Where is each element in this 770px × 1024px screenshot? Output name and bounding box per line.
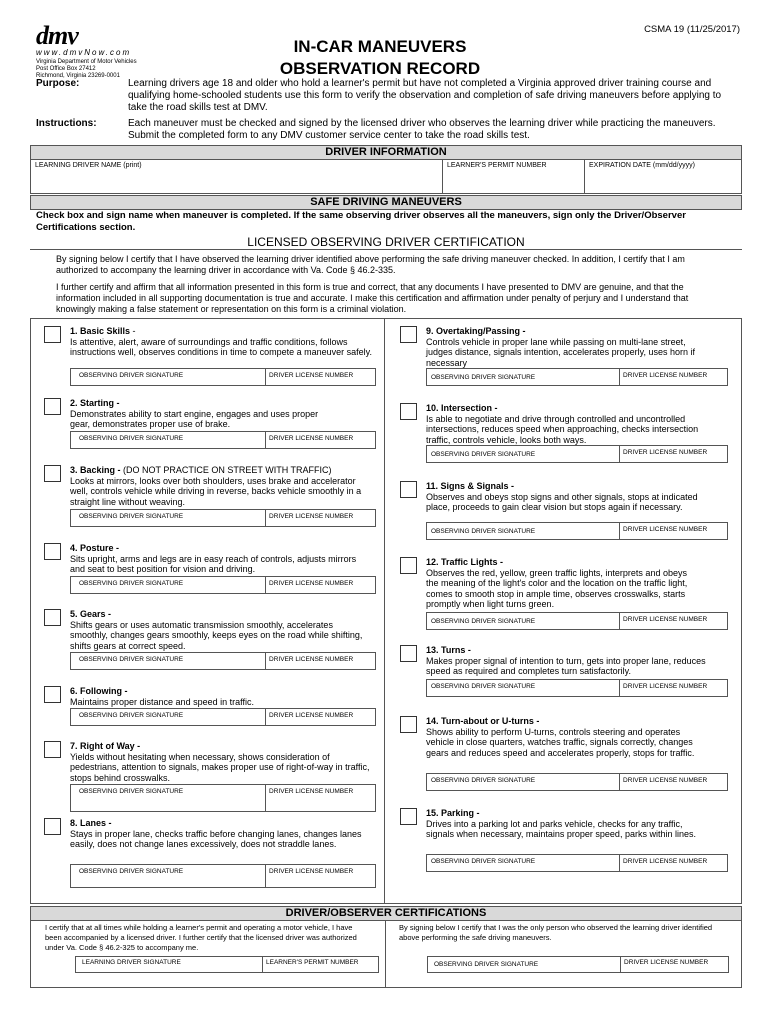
- maneuver-checkbox[interactable]: [400, 481, 417, 498]
- title-line-2: OBSERVATION RECORD: [279, 59, 481, 78]
- license-number-label: DRIVER LICENSE NUMBER: [265, 785, 353, 811]
- license-number-label: DRIVER LICENSE NUMBER: [265, 865, 353, 887]
- observer-signature-label: OBSERVING DRIVER SIGNATURE: [79, 513, 184, 520]
- maneuver-note: (DO NOT PRACTICE ON STREET WITH TRAFFIC): [120, 465, 332, 475]
- address-line-2: Richmond, Virginia 23269-0001: [36, 73, 120, 79]
- signature-row[interactable]: [70, 576, 376, 594]
- dmv-logo: [36, 21, 196, 80]
- maneuver-signs-signals: [426, 481, 728, 535]
- license-number-label: DRIVER LICENSE NUMBER: [619, 855, 707, 871]
- maneuver-description: Sits upright, arms and legs are in easy reach of controls, adjusts mirrors and seat to best position for vision and driving.: [70, 553, 357, 574]
- purpose-label: Purpose:: [36, 78, 80, 89]
- maneuver-turn-about-u-turns: [426, 716, 728, 784]
- certification-paragraph-1: By signing below I certify that I have observed the learning driver identified above performing the safe driving maneuver checked. In addition, I certify that I am authorized to accompany the learning driver in accordance with Va. Code § 46.2-335.: [56, 254, 685, 275]
- observer-signature-label: OBSERVING DRIVER SIGNATURE: [434, 961, 539, 968]
- maneuver-title: 4. Posture -: [70, 543, 120, 553]
- signature-row[interactable]: [70, 509, 376, 527]
- license-number-label: DRIVER LICENSE NUMBER: [265, 369, 353, 385]
- signature-row[interactable]: [70, 431, 376, 449]
- license-number-label: DRIVER LICENSE NUMBER: [619, 523, 707, 539]
- signature-row[interactable]: [426, 773, 728, 791]
- permit-number-field[interactable]: [443, 160, 585, 193]
- maneuver-title: 5. Gears -: [70, 609, 112, 619]
- maneuver-checkbox[interactable]: [44, 741, 61, 758]
- footer-divider: [385, 920, 386, 987]
- maneuver-title: 11. Signs & Signals -: [426, 481, 515, 491]
- observer-certification: By signing below I certify that I was the only person who observed the learning driver identified above performing the safe driving maneuvers.: [399, 923, 713, 942]
- learning-driver-signature-row[interactable]: [75, 956, 379, 973]
- observer-signature-label: OBSERVING DRIVER SIGNATURE: [431, 374, 536, 381]
- form-code: CSMA 19 (11/25/2017): [644, 24, 740, 35]
- maneuver-description: Makes proper signal of intention to turn, gets into proper lane, reduces speed as required and completes turn satisfactorily.: [426, 655, 706, 676]
- signature-row[interactable]: [70, 784, 376, 812]
- maneuver-following: [70, 686, 376, 719]
- observer-signature-label: OBSERVING DRIVER SIGNATURE: [431, 858, 536, 865]
- maneuver-backing: [70, 465, 376, 520]
- logo-url: www.dmvNow.com: [36, 48, 132, 57]
- maneuver-description: Maintains proper distance and speed in traffic.: [70, 696, 254, 707]
- license-number-label: DRIVER LICENSE NUMBER: [265, 653, 353, 669]
- license-number-label: DRIVER LICENSE NUMBER: [265, 510, 353, 526]
- certification-heading: LICENSED OBSERVING DRIVER CERTIFICATION: [30, 235, 742, 250]
- maneuver-title: 8. Lanes -: [70, 818, 112, 828]
- license-number-label: DRIVER LICENSE NUMBER: [619, 613, 707, 629]
- learning-driver-name-field[interactable]: [31, 160, 443, 193]
- maneuver-instruction: Check box and sign name when maneuver is completed. If the same observing driver observes all the maneuvers, sign only the Driver/Observer Certifications section.: [36, 210, 686, 233]
- license-number-label: DRIVER LICENSE NUMBER: [619, 774, 707, 790]
- expiration-date-field[interactable]: [585, 160, 741, 193]
- maneuver-title: 7. Right of Way -: [70, 741, 141, 751]
- signature-row[interactable]: [70, 652, 376, 670]
- license-number-label: DRIVER LICENSE NUMBER: [265, 577, 353, 593]
- observer-signature-label: OBSERVING DRIVER SIGNATURE: [79, 580, 184, 587]
- maneuver-title: 2. Starting -: [70, 398, 120, 408]
- title-line-1: IN-CAR MANEUVERS: [293, 37, 467, 56]
- signature-row[interactable]: [70, 368, 376, 386]
- maneuver-traffic-lights: [426, 557, 728, 625]
- logo-mark: dmv: [36, 21, 78, 50]
- license-number-label: DRIVER LICENSE NUMBER: [619, 369, 707, 385]
- observer-signature-label: OBSERVING DRIVER SIGNATURE: [431, 777, 536, 784]
- maneuver-description: Shows ability to perform U-turns, controls steering and operates vehicle in close quarters, watches traffic, signals correctly, changes gears and reduces speed and accelerates properly, stops for traffic.: [426, 726, 695, 758]
- purpose-text: Learning drivers age 18 and older who hold a learner's permit but have not completed a Virginia approved driver training course and qualifying home-schooled students use this form to verify the observation and completion of safe driving maneuvers before applying to take the road skills test at DMV.: [128, 78, 722, 113]
- maneuver-checkbox[interactable]: [44, 818, 61, 835]
- page-title: [270, 36, 490, 80]
- certification-paragraph-2: I further certify and affirm that all information presented in this form is true and correct, that any documents I have presented to DMV are genuine, and that the information included in all supporting documentation is true and accurate. I make this certification and affirmation under penalty of perjury and I understand that knowingly making a false statement or representation on this form is a criminal violation.: [56, 282, 689, 314]
- purpose-section: [36, 78, 740, 114]
- maneuver-posture: [70, 543, 376, 587]
- maneuver-title: 6. Following -: [70, 686, 128, 696]
- safe-driving-heading: SAFE DRIVING MANEUVERS: [30, 195, 742, 210]
- maneuver-description: Stays in proper lane, checks traffic before changing lanes, changes lanes easily, does not change lanes excessively, does not straddle lanes.: [70, 828, 362, 849]
- maneuver-overtaking-passing: [426, 326, 728, 381]
- maneuver-checkbox[interactable]: [44, 465, 61, 482]
- maneuver-checkbox[interactable]: [400, 326, 417, 343]
- signature-row[interactable]: [426, 522, 728, 540]
- driver-info-heading: DRIVER INFORMATION: [30, 145, 742, 160]
- maneuver-checkbox[interactable]: [44, 609, 61, 626]
- maneuver-checkbox[interactable]: [400, 808, 417, 825]
- observer-signature-label: OBSERVING DRIVER SIGNATURE: [431, 618, 536, 625]
- expiration-label: EXPIRATION DATE (mm/dd/yyyy): [589, 162, 695, 169]
- signature-row[interactable]: [426, 854, 728, 872]
- maneuver-checkbox[interactable]: [400, 403, 417, 420]
- maneuver-lanes: [70, 818, 376, 875]
- maneuver-description: Controls vehicle in proper lane while passing on multi-lane street, judges distance, signals intention, accelerates properly, uses horn if necessary: [426, 336, 695, 368]
- observer-signature-label: OBSERVING DRIVER SIGNATURE: [431, 683, 536, 690]
- maneuver-description: Observes and obeys stop signs and other signals, stops at indicated place, proceeds to gain clear vision but stops again if necessary.: [426, 491, 698, 512]
- maneuver-checkbox[interactable]: [44, 326, 61, 343]
- learners-permit-number-label: LEARNER'S PERMIT NUMBER: [262, 957, 359, 972]
- observer-signature-label: OBSERVING DRIVER SIGNATURE: [79, 788, 184, 795]
- maneuver-title: 1. Basic Skills: [70, 326, 131, 336]
- maneuver-description: Looks at mirrors, looks over both shoulders, uses brake and accelerator well, controls vehicle while driving in reverse, backs vehicle smoothly in a straight line without weaving.: [70, 475, 362, 507]
- observer-signature-label: OBSERVING DRIVER SIGNATURE: [79, 435, 184, 442]
- maneuver-description: Is attentive, alert, aware of surroundings and traffic conditions, follows instructions well, observes conditions in time to compete a maneuver safely.: [70, 336, 372, 357]
- maneuver-checkbox[interactable]: [44, 398, 61, 415]
- maneuver-intersection: [426, 403, 728, 458]
- observer-signature-row[interactable]: [427, 956, 729, 973]
- observer-signature-label: OBSERVING DRIVER SIGNATURE: [79, 712, 184, 719]
- signature-row[interactable]: [426, 612, 728, 630]
- maneuver-description: Observes the red, yellow, green traffic lights, interprets and obeys the meaning of the light's color and the location on the traffic light, comes to smooth stop in ample time, observes crosswalks, starts promptly when light turns green.: [426, 567, 688, 609]
- grid-divider: [384, 318, 385, 904]
- maneuver-checkbox[interactable]: [44, 686, 61, 703]
- signature-row[interactable]: [426, 679, 728, 697]
- license-number-label: DRIVER LICENSE NUMBER: [619, 446, 707, 462]
- maneuver-turns: [426, 645, 728, 690]
- certifications-heading: DRIVER/OBSERVER CERTIFICATIONS: [30, 906, 742, 921]
- agency-name: Virginia Department of Motor Vehicles: [36, 59, 137, 65]
- instructions-section: [36, 118, 740, 144]
- maneuver-checkbox[interactable]: [400, 716, 417, 733]
- certifications-box: [30, 920, 742, 988]
- address-line-1: Post Office Box 27412: [36, 66, 96, 72]
- instructions-label: Instructions:: [36, 118, 97, 129]
- observer-signature-label: OBSERVING DRIVER SIGNATURE: [79, 372, 184, 379]
- maneuver-description: Drives into a parking lot and parks vehicle, checks for any traffic, signals when necessary, maintains proper speed, parks within lines.: [426, 818, 696, 839]
- maneuver-note: -: [130, 326, 136, 336]
- maneuver-checkbox[interactable]: [44, 543, 61, 560]
- maneuver-description: Shifts gears or uses automatic transmission smoothly, accelerates smoothly, changes gears smoothly, keeps eyes on the road while shifting, shifts gears at correct speed.: [70, 619, 363, 651]
- maneuver-checkbox[interactable]: [400, 645, 417, 662]
- maneuver-parking: [426, 808, 728, 865]
- maneuver-title: 13. Turns -: [426, 645, 471, 655]
- license-number-label: DRIVER LICENSE NUMBER: [265, 709, 353, 725]
- observer-signature-label: OBSERVING DRIVER SIGNATURE: [431, 528, 536, 535]
- maneuver-description: Is able to negotiate and drive through controlled and uncontrolled intersections, reduces speed when approaching, checks intersection traffic, controls vehicle, looks both ways.: [426, 413, 699, 445]
- maneuver-title: 9. Overtaking/Passing -: [426, 326, 526, 336]
- signature-row[interactable]: [70, 864, 376, 888]
- maneuver-title: 3. Backing -: [70, 465, 121, 475]
- learning-driver-certification: I certify that at all times while holding a learner's permit and operating a motor vehicle, I have been accompanied by a licensed driver. I further certify that the licensed driver was authorized under Va. Code § 46.2-325 to accompany me.: [45, 923, 357, 952]
- name-label: LEARNING DRIVER NAME (print): [35, 162, 142, 169]
- signature-row[interactable]: [426, 368, 728, 386]
- maneuver-title: 14. Turn-about or U-turns -: [426, 716, 540, 726]
- maneuver-right-of-way: [70, 741, 376, 795]
- observer-signature-label: OBSERVING DRIVER SIGNATURE: [431, 451, 536, 458]
- signature-row[interactable]: [70, 708, 376, 726]
- maneuver-description: Demonstrates ability to start engine, engages and uses proper gear, demonstrates proper use of brake.: [70, 408, 319, 429]
- instructions-text: Each maneuver must be checked and signed by the licensed driver who observes the learning driver while practicing the maneuvers. Submit the completed form to any DMV customer service center to take the road skills test.: [128, 118, 716, 141]
- maneuver-title: 10. Intersection -: [426, 403, 498, 413]
- license-number-label: DRIVER LICENSE NUMBER: [619, 680, 707, 696]
- license-number-label: DRIVER LICENSE NUMBER: [265, 432, 353, 448]
- maneuver-gears: [70, 609, 376, 663]
- driver-info-fields: [30, 160, 742, 194]
- signature-row[interactable]: [426, 445, 728, 463]
- maneuver-checkbox[interactable]: [400, 557, 417, 574]
- maneuver-title: 12. Traffic Lights -: [426, 557, 504, 567]
- observer-signature-label: OBSERVING DRIVER SIGNATURE: [79, 656, 184, 663]
- permit-label: LEARNER'S PERMIT NUMBER: [447, 162, 547, 169]
- license-number-label: DRIVER LICENSE NUMBER: [620, 957, 708, 972]
- maneuver-basic-skills: [70, 326, 376, 379]
- maneuver-starting: [70, 398, 376, 442]
- observer-signature-label: OBSERVING DRIVER SIGNATURE: [79, 868, 184, 875]
- maneuver-description: Yields without hesitating when necessary, shows consideration of pedestrians, attention to signals, makes proper use of right-of-way in traffic, stops behind crosswalks.: [70, 751, 370, 783]
- learning-driver-signature-label: LEARNING DRIVER SIGNATURE: [82, 959, 181, 966]
- maneuver-title: 15. Parking -: [426, 808, 480, 818]
